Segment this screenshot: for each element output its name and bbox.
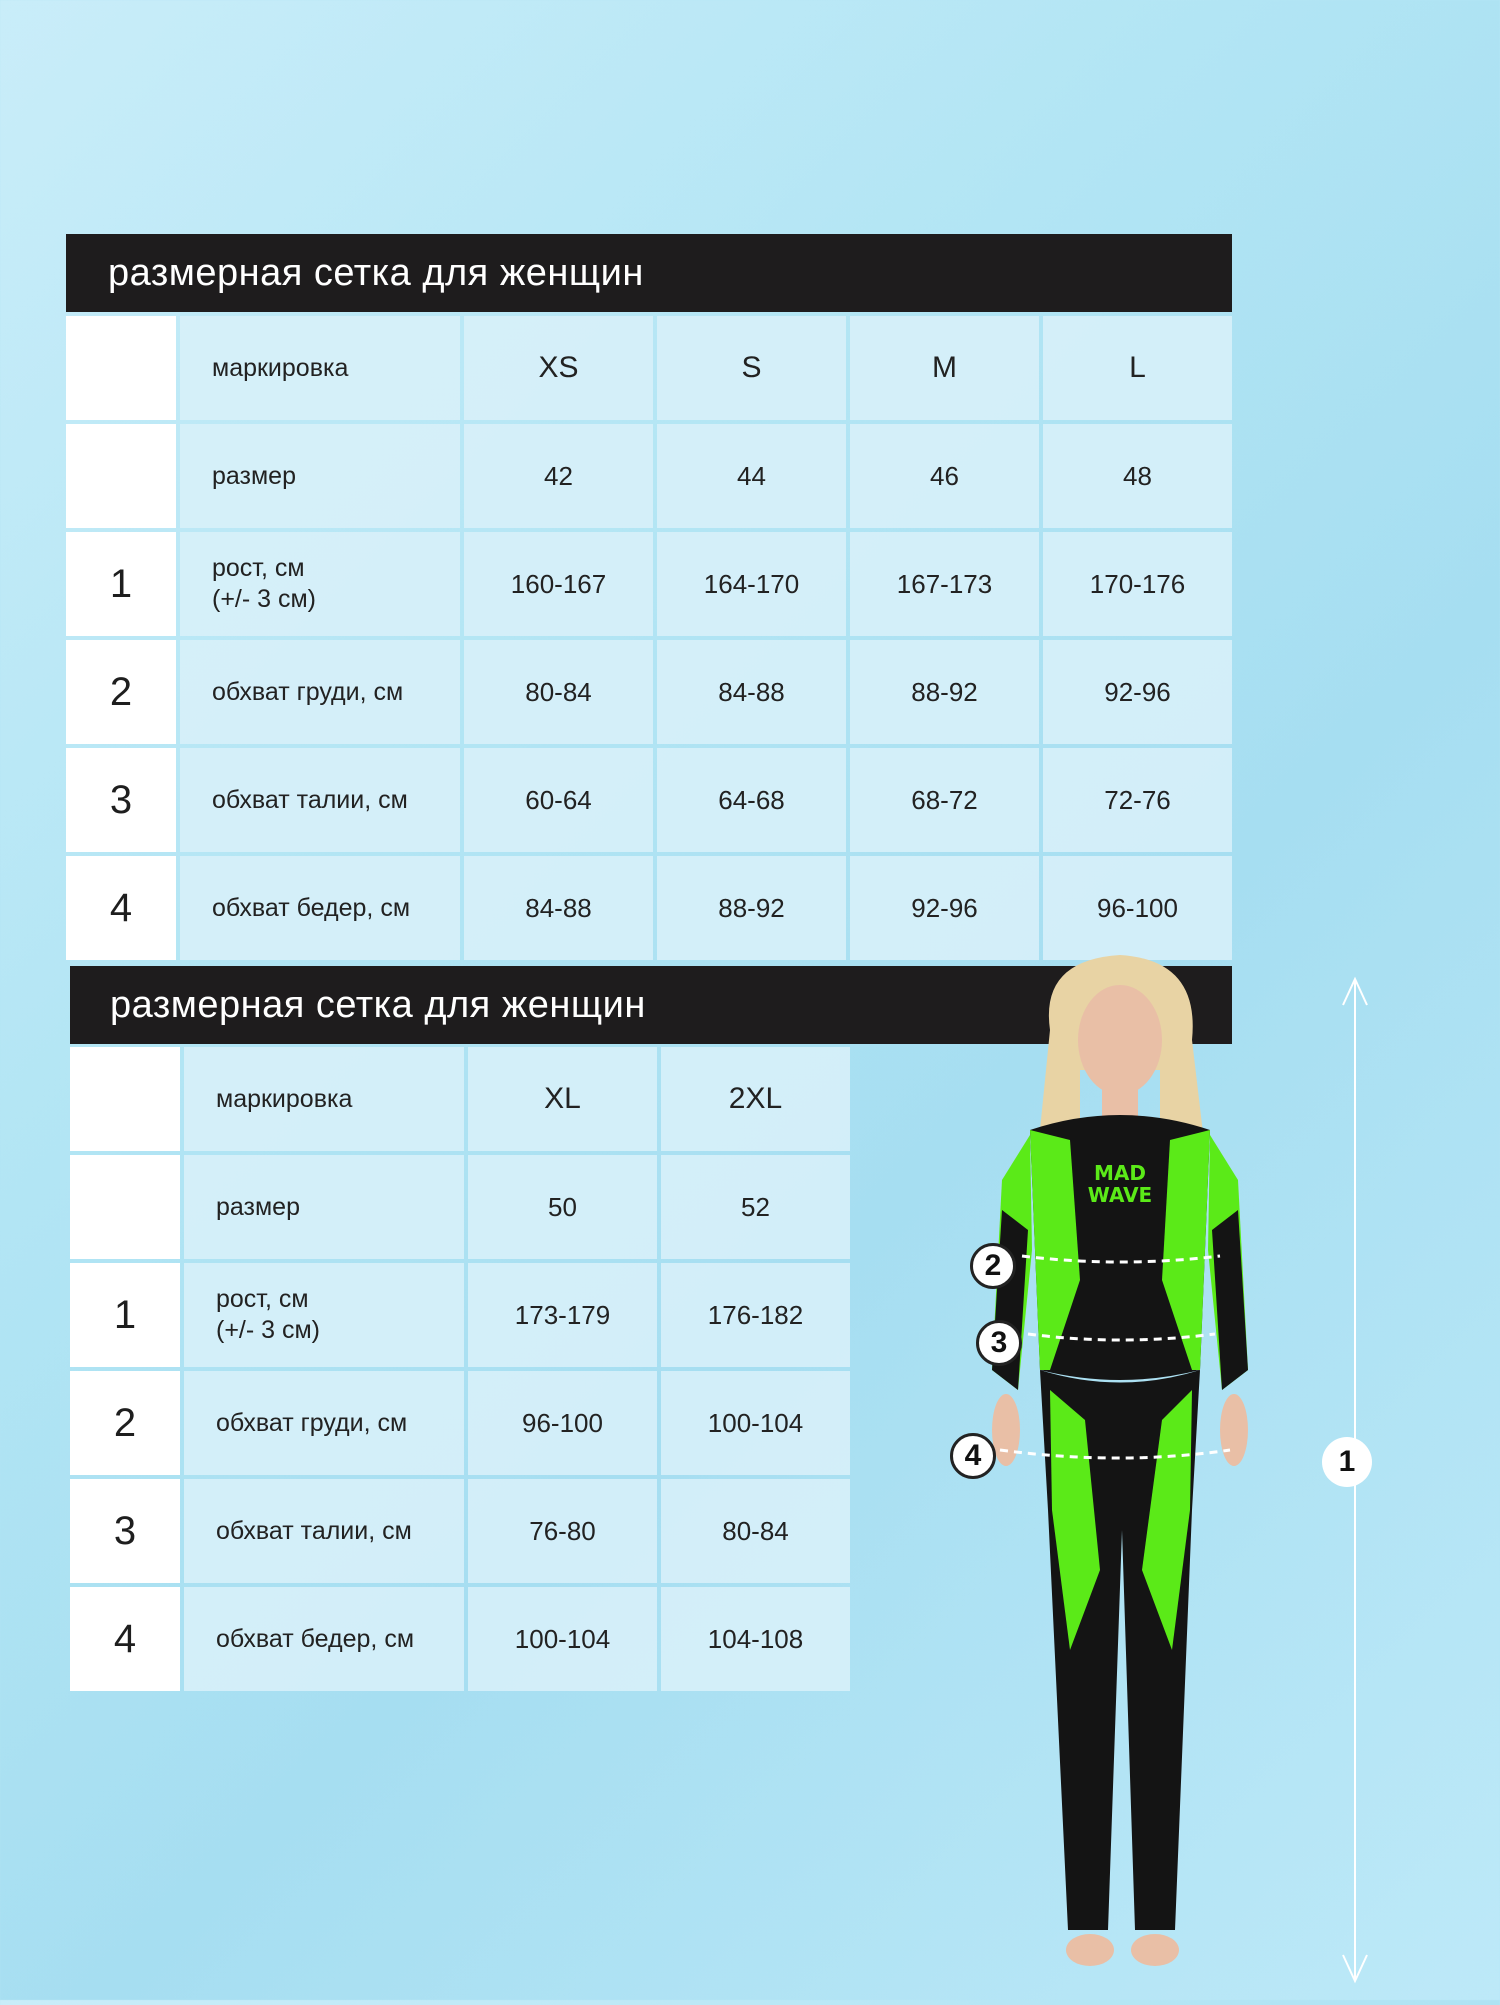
value-cell: 92-96 — [850, 856, 1039, 960]
size-table-1 — [66, 316, 1232, 960]
hips-marker: 4 — [950, 1433, 996, 1479]
size-header-cell: 2XL — [661, 1047, 850, 1151]
row-number-cell: 4 — [66, 856, 176, 960]
svg-text:MAD: MAD — [1094, 1161, 1146, 1185]
height-marker: 1 — [1322, 1437, 1372, 1487]
size-header-cell: L — [1043, 316, 1232, 420]
row-label-cell: обхват бедер, см — [180, 856, 460, 960]
chest-marker: 2 — [970, 1243, 1016, 1289]
value-cell: 42 — [464, 424, 653, 528]
value-cell: 60-64 — [464, 748, 653, 852]
row-number-cell — [66, 424, 176, 528]
size-header-cell: XL — [468, 1047, 657, 1151]
size-header-cell: M — [850, 316, 1039, 420]
row-number-cell: 1 — [70, 1263, 180, 1367]
value-cell: 96-100 — [468, 1371, 657, 1475]
value-cell: 80-84 — [661, 1479, 850, 1583]
row-number-cell: 3 — [66, 748, 176, 852]
row-label-cell: обхват бедер, см — [184, 1587, 464, 1691]
value-cell: 170-176 — [1043, 532, 1232, 636]
value-cell: 76-80 — [468, 1479, 657, 1583]
value-cell: 52 — [661, 1155, 850, 1259]
value-cell: 96-100 — [1043, 856, 1232, 960]
size-header-cell: XS — [464, 316, 653, 420]
value-cell: 164-170 — [657, 532, 846, 636]
table1-title: размерная сетка для женщин — [66, 234, 1232, 312]
table2-title: размерная сетка для женщин — [70, 966, 1232, 1044]
value-cell: 173-179 — [468, 1263, 657, 1367]
value-cell: 88-92 — [657, 856, 846, 960]
value-cell: 176-182 — [661, 1263, 850, 1367]
waist-marker: 3 — [976, 1320, 1022, 1366]
model-figure — [930, 950, 1310, 2000]
corner-cell — [66, 316, 176, 420]
value-cell: 160-167 — [464, 532, 653, 636]
row-label-cell: рост, см (+/- 3 см) — [184, 1263, 464, 1367]
value-cell: 80-84 — [464, 640, 653, 744]
value-cell: 46 — [850, 424, 1039, 528]
value-cell: 104-108 — [661, 1587, 850, 1691]
row-label-cell: размер — [180, 424, 460, 528]
value-cell: 50 — [468, 1155, 657, 1259]
row-number-cell: 2 — [70, 1371, 180, 1475]
value-cell: 44 — [657, 424, 846, 528]
row-label-cell: обхват талии, см — [184, 1479, 464, 1583]
value-cell: 84-88 — [657, 640, 846, 744]
header-label-cell: маркировка — [180, 316, 460, 420]
row-label-cell: обхват груди, см — [180, 640, 460, 744]
svg-text:WAVE: WAVE — [1087, 1183, 1153, 1207]
row-label-cell: обхват талии, см — [180, 748, 460, 852]
value-cell: 167-173 — [850, 532, 1039, 636]
row-number-cell — [70, 1155, 180, 1259]
wetsuit-model-illustration — [930, 950, 1310, 2000]
row-number-cell: 4 — [70, 1587, 180, 1691]
row-label-cell: обхват груди, см — [184, 1371, 464, 1475]
value-cell: 100-104 — [468, 1587, 657, 1691]
value-cell: 100-104 — [661, 1371, 850, 1475]
value-cell: 48 — [1043, 424, 1232, 528]
corner-cell — [70, 1047, 180, 1151]
value-cell: 64-68 — [657, 748, 846, 852]
row-number-cell: 1 — [66, 532, 176, 636]
row-number-cell: 2 — [66, 640, 176, 744]
value-cell: 88-92 — [850, 640, 1039, 744]
value-cell: 92-96 — [1043, 640, 1232, 744]
value-cell: 72-76 — [1043, 748, 1232, 852]
value-cell: 84-88 — [464, 856, 653, 960]
header-label-cell: маркировка — [184, 1047, 464, 1151]
row-label-cell: рост, см (+/- 3 см) — [180, 532, 460, 636]
row-label-cell: размер — [184, 1155, 464, 1259]
size-table-2 — [70, 1047, 846, 1691]
value-cell: 68-72 — [850, 748, 1039, 852]
row-number-cell: 3 — [70, 1479, 180, 1583]
size-header-cell: S — [657, 316, 846, 420]
